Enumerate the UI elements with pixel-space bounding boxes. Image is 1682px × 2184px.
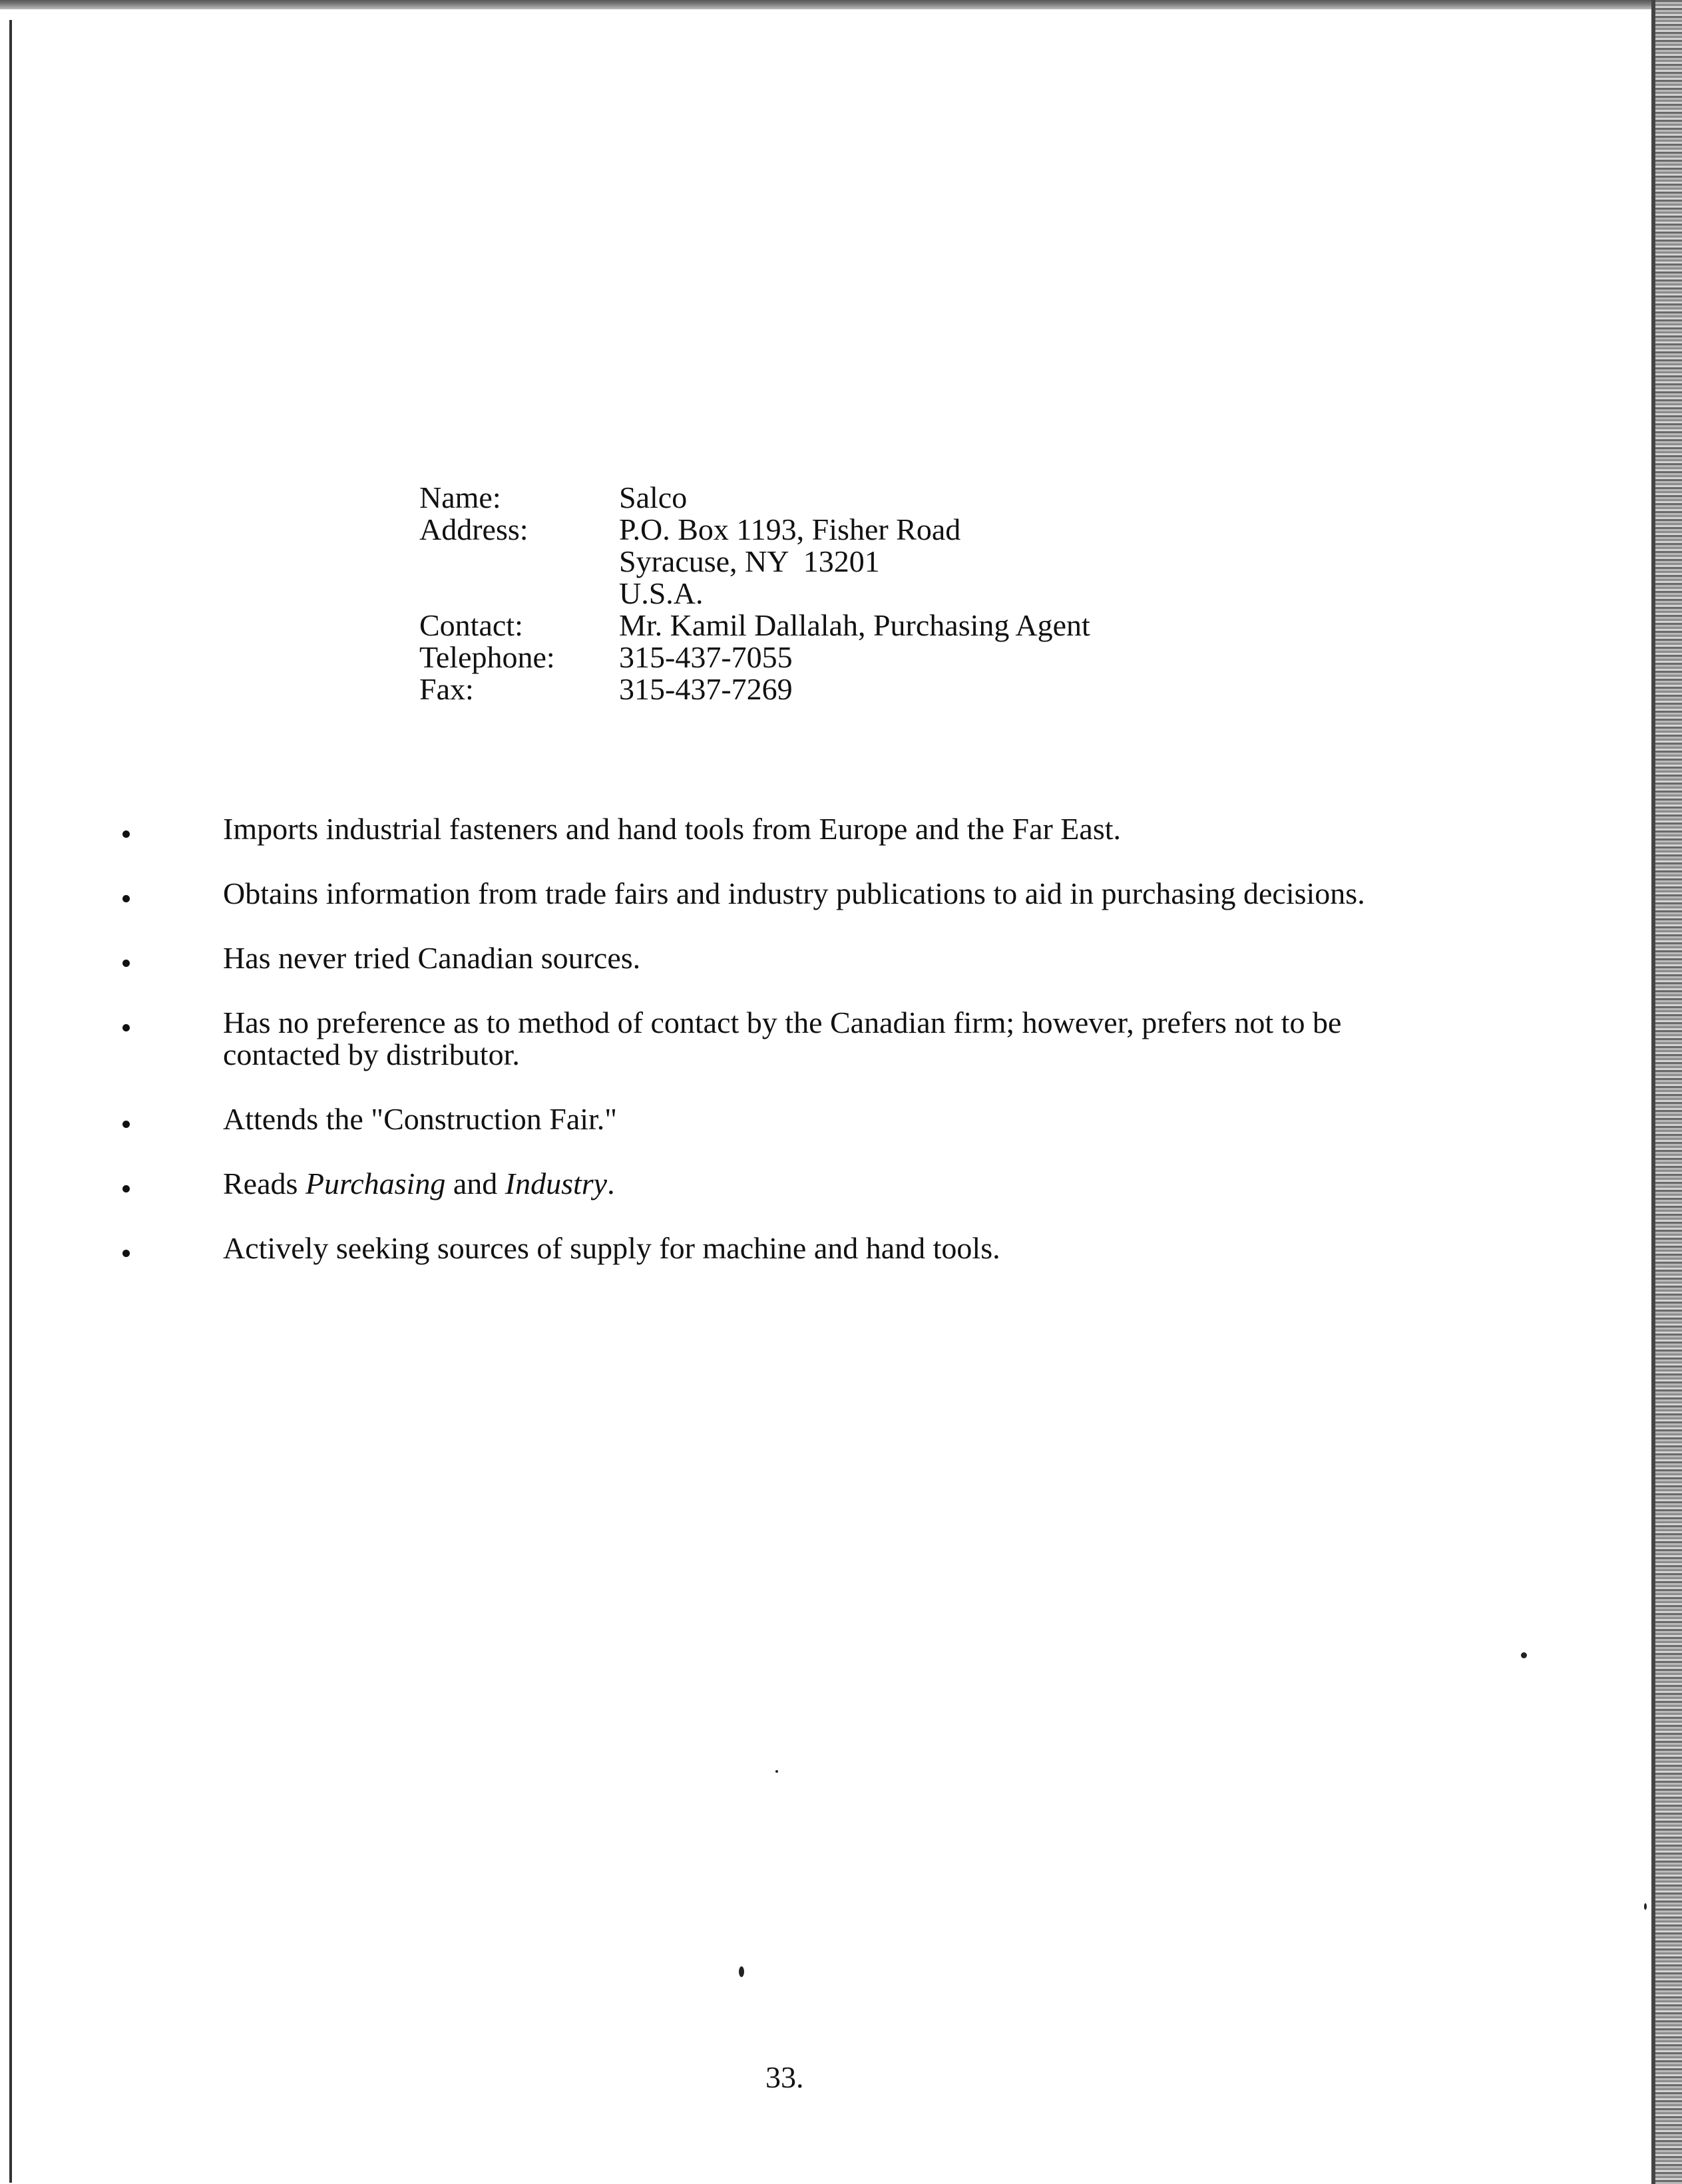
contact-label: Contact: bbox=[419, 608, 523, 642]
bullet-icon bbox=[120, 1168, 223, 1200]
telephone-label: Telephone: bbox=[419, 640, 555, 674]
publication-industry: Industry bbox=[505, 1167, 608, 1200]
address-line-1: P.O. Box 1193, Fisher Road bbox=[619, 512, 961, 546]
list-item bbox=[120, 942, 1451, 974]
scan-speck bbox=[1521, 1652, 1527, 1658]
fax-value: 315-437-7269 bbox=[619, 672, 793, 706]
bullet-text: Attends the "Construction Fair." bbox=[223, 1102, 618, 1136]
bullet-text: Actively seeking sources of supply for machine and hand tools. bbox=[223, 1231, 1000, 1265]
name-label: Name: bbox=[419, 480, 501, 514]
bullet-icon bbox=[120, 813, 223, 845]
page-left-edge bbox=[9, 20, 12, 2183]
scan-speck bbox=[775, 1770, 778, 1773]
address-row-3 bbox=[419, 578, 1090, 610]
page-number: 33. bbox=[765, 2060, 804, 2094]
bullet-text: Obtains information from trade fairs and industry publications to aid in purchasing decisions. bbox=[223, 876, 1365, 910]
scan-speck bbox=[1644, 1903, 1647, 1910]
bullet-icon bbox=[120, 1007, 223, 1071]
contact-value: Mr. Kamil Dallalah, Purchasing Agent bbox=[619, 608, 1090, 642]
bullet-list bbox=[120, 813, 1451, 1297]
address-line-3: U.S.A. bbox=[619, 576, 704, 610]
bullet-text-suffix: . bbox=[607, 1167, 615, 1200]
list-item bbox=[120, 1007, 1451, 1071]
address-label: Address: bbox=[419, 512, 528, 546]
list-item bbox=[120, 1103, 1451, 1135]
telephone-value: 315-437-7055 bbox=[619, 640, 793, 674]
address-line-2: Syracuse, NY 13201 bbox=[619, 544, 880, 578]
telephone-row bbox=[419, 641, 1090, 673]
list-item bbox=[120, 813, 1451, 845]
address-row bbox=[419, 514, 1090, 546]
publication-purchasing: Purchasing bbox=[305, 1167, 446, 1200]
bullet-text: Has no preference as to method of contact by the Canadian firm; however, prefers not to be contacted by distributor. bbox=[223, 1005, 1342, 1071]
list-item bbox=[120, 1232, 1451, 1264]
bullet-icon bbox=[120, 1232, 223, 1264]
bullet-text-middle: and bbox=[445, 1167, 505, 1200]
fax-label: Fax: bbox=[419, 672, 474, 706]
page-top-edge bbox=[0, 0, 1682, 9]
bullet-icon bbox=[120, 942, 223, 974]
fax-row bbox=[419, 673, 1090, 705]
bullet-text: Imports industrial fasteners and hand tools from Europe and the Far East. bbox=[223, 812, 1122, 846]
list-item bbox=[120, 1168, 1451, 1200]
list-item bbox=[120, 878, 1451, 910]
bullet-text: Has never tried Canadian sources. bbox=[223, 941, 641, 975]
name-value: Salco bbox=[619, 480, 688, 514]
bullet-icon bbox=[120, 878, 223, 910]
contact-row bbox=[419, 610, 1090, 641]
contact-info-block bbox=[419, 482, 1090, 705]
scan-speck bbox=[739, 1966, 744, 1977]
name-row bbox=[419, 482, 1090, 514]
bullet-text-prefix: Reads bbox=[223, 1167, 306, 1200]
page-right-edge bbox=[1655, 0, 1682, 2184]
bullet-icon bbox=[120, 1103, 223, 1135]
bullet-text bbox=[223, 1168, 1451, 1200]
address-row-2 bbox=[419, 546, 1090, 578]
